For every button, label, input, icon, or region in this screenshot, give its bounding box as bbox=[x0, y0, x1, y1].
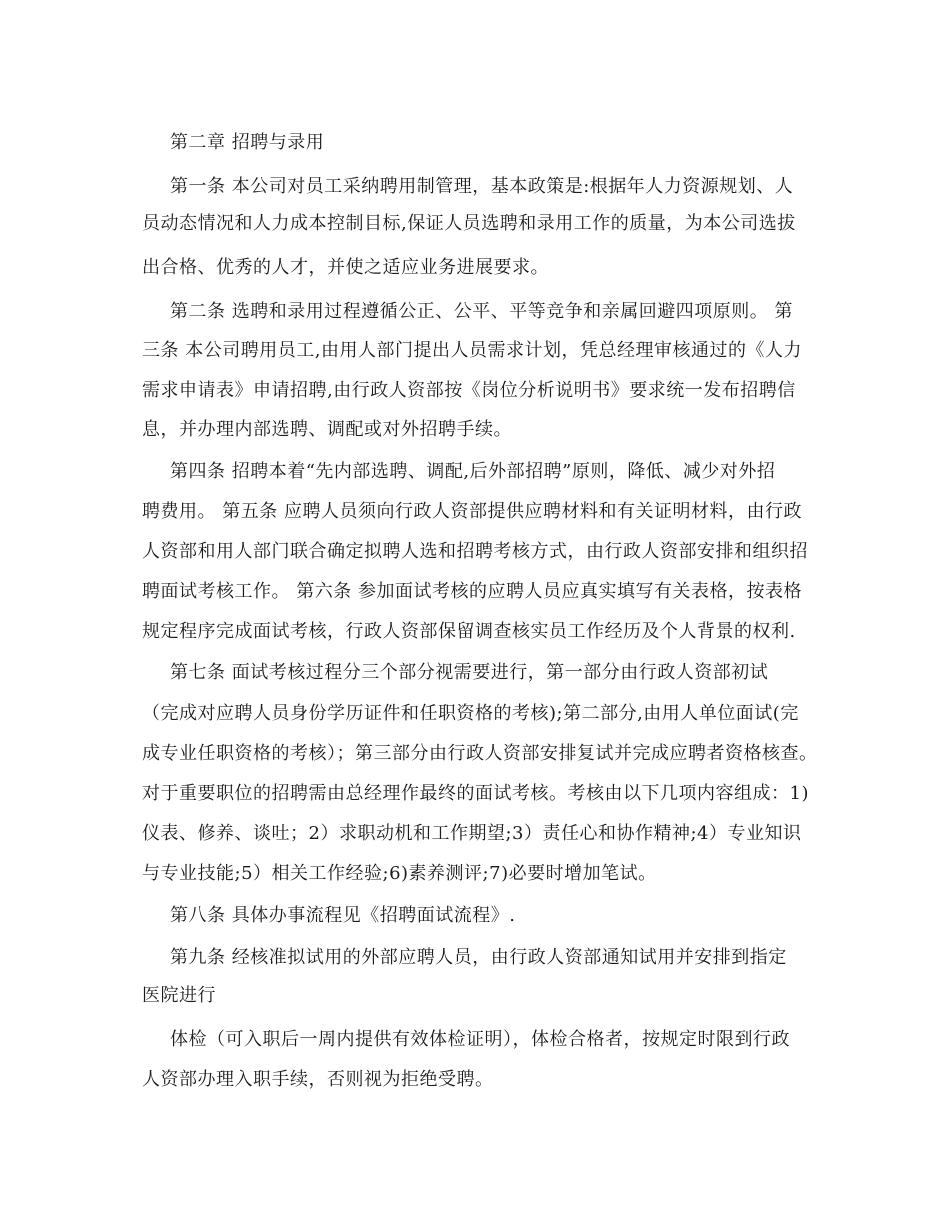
text-line: 第九条 经核准拟试用的外部应聘人员，由行政人资部通知试用并安排到指定 bbox=[170, 947, 787, 968]
text-line: 对于重要职位的招聘需由总经理作最终的面试考核。考核由以下几项内容组成：1) bbox=[142, 783, 809, 804]
text-line: 需求申请表》申请招聘,由行政人资部按《岗位分析说明书》要求统一发布招聘信 bbox=[142, 380, 796, 401]
text-line: 第八条 具体办事流程见《招聘面试流程》. bbox=[170, 905, 516, 926]
text-line: （完成对应聘人员身份学历证件和任职资格的考核);第二部分,由用人单位面试(完 bbox=[142, 703, 799, 724]
text-line: 第二条 选聘和录用过程遵循公正、公平、平等竞争和亲属回避四项原则。 第 bbox=[170, 301, 793, 322]
text-line: 规定程序完成面试考核，行政人资部保留调查核实员工作经历及个人背景的权利. bbox=[142, 621, 796, 642]
text-line: 体检（可入职后一周内提供有效体检证明），体检合格者，按规定时限到行政 bbox=[170, 1029, 790, 1050]
text-line: 第四条 招聘本着“先内部选聘、调配,后外部招聘”原则，降低、减少对外招 bbox=[170, 461, 776, 482]
chapter-heading: 第二章 招聘与录用 bbox=[170, 132, 325, 153]
text-line: 仪表、修养、谈吐；2）求职动机和工作期望;3）责任心和协作精神;4）专业知识 bbox=[142, 823, 802, 844]
text-line: 息，并办理内部选聘、调配或对外招聘手续。 bbox=[142, 419, 512, 440]
text-line: 出合格、优秀的人才，并使之适应业务进展要求。 bbox=[142, 257, 549, 278]
text-line: 聘费用。 第五条 应聘人员须向行政人资部提供应聘材料和有关证明材料，由行政 bbox=[142, 501, 802, 522]
text-line: 成专业任职资格的考核）；第三部分由行政人资部安排复试并完成应聘者资格核查。 bbox=[142, 743, 818, 764]
text-line: 医院进行 bbox=[142, 985, 216, 1006]
text-line: 与专业技能;5）相关工作经验;6)素养测评;7)必要时增加笔试。 bbox=[142, 863, 657, 884]
text-line: 员动态情况和人力成本控制目标,保证人员选聘和录用工作的质量，为本公司选拔 bbox=[142, 213, 796, 234]
text-line: 第一条 本公司对员工采纳聘用制管理，基本政策是:根据年人力资源规划、人 bbox=[170, 176, 794, 197]
text-line: 三条 本公司聘用员工,由用人部门提出人员需求计划，凭总经理审核通过的《人力 bbox=[142, 340, 802, 361]
text-line: 人资部和用人部门联合确定拟聘人选和招聘考核方式，由行政人资部安排和组织招 bbox=[142, 541, 808, 562]
text-line: 第七条 面试考核过程分三个部分视需要进行，第一部分由行政人资部初试 bbox=[170, 662, 769, 683]
text-line: 聘面试考核工作。 第六条 参加面试考核的应聘人员应真实填写有关表格，按表格 bbox=[142, 581, 802, 602]
text-line: 人资部办理入职手续，否则视为拒绝受聘。 bbox=[142, 1069, 494, 1090]
